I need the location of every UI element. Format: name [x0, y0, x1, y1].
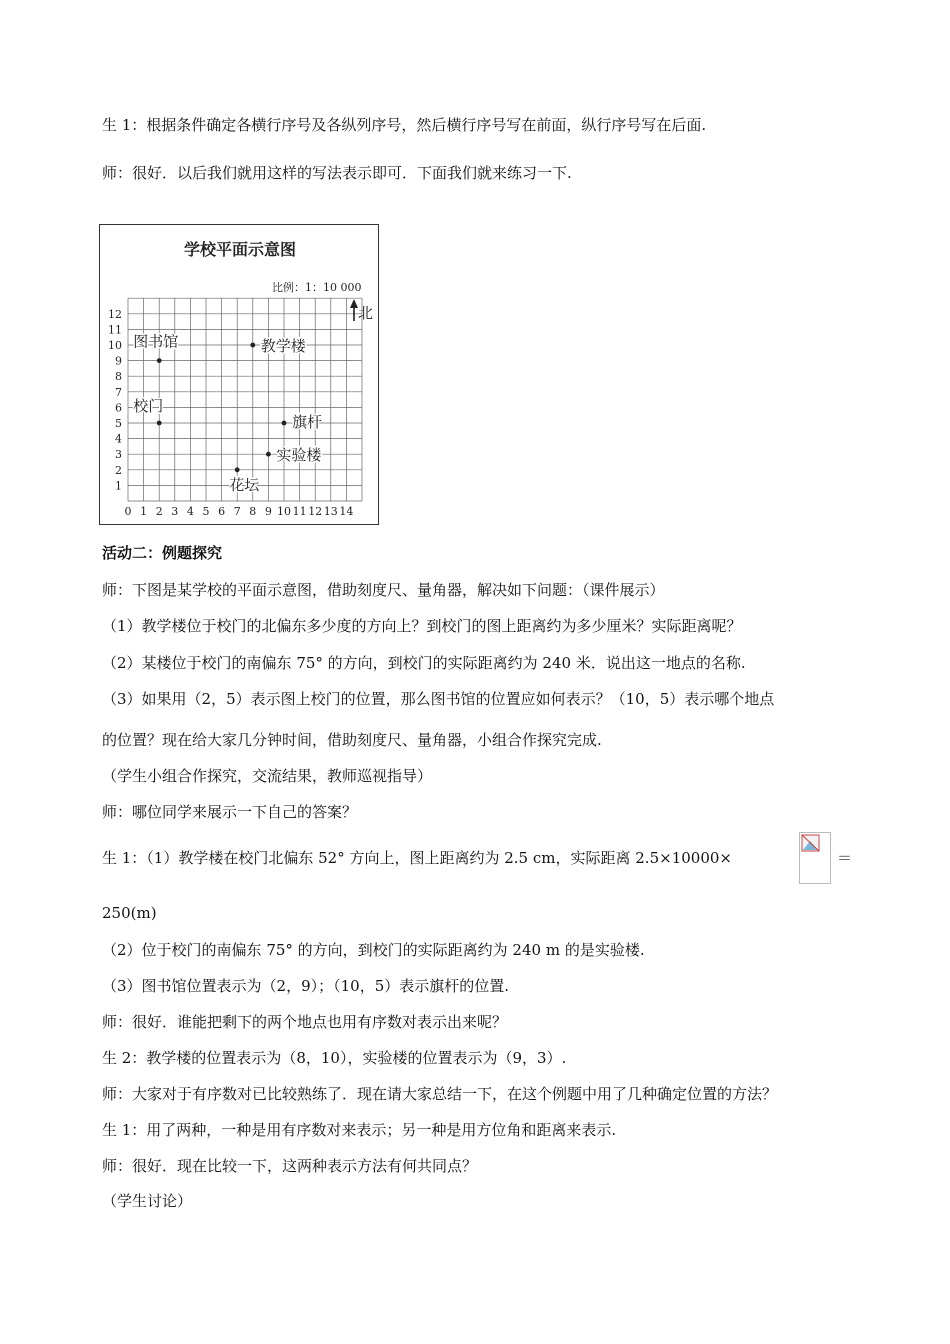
- answer-2: （2）位于校门的南偏东 75° 的方向，到校门的实际距离约为 240 m 的是实验楼.: [102, 941, 645, 959]
- paragraph-17: 师：大家对于有序数对已比较熟练了．现在请大家总结一下，在这个例题中用了几种确定位置的方法？: [102, 1085, 778, 1103]
- x-tick-label: 3: [171, 505, 179, 518]
- question-3-cont: 的位置？现在给大家几分钟时间，借助刻度尺、量角器，小组合作探究完成.: [102, 731, 602, 749]
- y-tick-label: 8: [115, 370, 122, 384]
- paragraph-15: 师：很好．谁能把剩下的两个地点也用有序数对表示出来呢？: [102, 1013, 508, 1031]
- north-label: 北: [358, 304, 374, 322]
- school-map-svg: [100, 225, 380, 526]
- place-label: 旗杆: [292, 413, 323, 431]
- y-tick-label: 4: [115, 432, 122, 446]
- y-tick-label: 2: [115, 463, 122, 477]
- x-tick-label: 9: [264, 505, 272, 518]
- x-tick-label: 0: [124, 505, 132, 518]
- paragraph-19: 师：很好．现在比较一下，这两种表示方法有何共同点？: [102, 1157, 478, 1175]
- x-tick-label: 5: [202, 505, 210, 518]
- y-tick-label: 11: [108, 323, 122, 337]
- x-tick-label: 13: [323, 505, 338, 518]
- place-point: [157, 358, 162, 363]
- map-title: 学校平面示意图: [183, 240, 297, 259]
- place-label: 图书馆: [133, 332, 179, 351]
- y-tick-label: 7: [115, 385, 122, 399]
- y-tick-label: 12: [108, 307, 122, 321]
- y-tick-label: 9: [115, 354, 122, 368]
- map-scale: 比例：1：10 000: [272, 281, 362, 294]
- place-label: 实验楼: [276, 446, 322, 465]
- x-tick-label: 7: [233, 505, 241, 518]
- place-point: [282, 421, 287, 426]
- paragraph-9: （学生小组合作探究，交流结果，教师巡视指导）: [102, 767, 433, 785]
- north-arrow-icon: [350, 299, 358, 321]
- x-tick-label: 4: [186, 505, 194, 518]
- question-3: （3）如果用（2，5）表示图上校门的位置，那么图书馆的位置应如何表示？（10，5）表示哪个地点: [102, 690, 775, 708]
- y-tick-label: 5: [115, 417, 122, 430]
- y-tick-label: 6: [115, 401, 122, 415]
- paragraph-1: 生 1：根据条件确定各横行序号及各纵列序号，然后横行序号写在前面，纵行序号写在后面.: [102, 116, 707, 134]
- answer-1: 生 1：（1）教学楼在校门北偏东 52° 方向上，图上距离约为 2.5 cm，实际距离 2.5×10000×: [102, 849, 732, 867]
- section-heading: 活动二：例题探究: [102, 544, 223, 562]
- paragraph-10: 师：哪位同学来展示一下自己的答案？: [102, 803, 358, 821]
- x-tick-label: 1: [140, 505, 148, 518]
- question-2: （2）某楼位于校门的南偏东 75° 的方向，到校门的实际距离约为 240 米．说出这一地点的名称.: [102, 654, 746, 672]
- place-label: 校门: [133, 397, 164, 415]
- paragraph-18: 生 1：用了两种，一种是用有序数对来表示；另一种是用方位角和距离来表示.: [102, 1121, 617, 1139]
- answer-3: （3）图书馆位置表示为（2，9）；（10，5）表示旗杆的位置.: [102, 977, 510, 995]
- x-tick-label: 8: [249, 505, 257, 518]
- x-tick-label: 11: [292, 505, 307, 518]
- x-tick-label: 10: [277, 505, 291, 518]
- place-point: [250, 343, 255, 348]
- x-tick-label: 12: [308, 505, 323, 518]
- place-label: 花坛: [229, 475, 260, 494]
- paragraph-2: 师：很好．以后我们就用这样的写法表示即可．下面我们就来练习一下.: [102, 164, 572, 182]
- y-tick-label: 3: [115, 448, 122, 462]
- paragraph-20: （学生讨论）: [102, 1192, 193, 1210]
- y-tick-label: 1: [115, 479, 122, 493]
- school-map: [99, 224, 379, 525]
- place-point: [235, 467, 240, 472]
- x-tick-label: 6: [218, 505, 226, 518]
- x-tick-label: 2: [155, 505, 163, 518]
- question-1: （1）教学楼位于校门的北偏东多少度的方向上？到校门的图上距离约为多少厘米？实际距离呢？: [102, 617, 742, 635]
- broken-image-icon: [799, 832, 831, 884]
- paragraph-4: 师：下图是某学校的平面示意图，借助刻度尺、量角器，解决如下问题：（课件展示）: [102, 581, 665, 599]
- place-label: 教学楼: [260, 337, 306, 355]
- place-point: [157, 421, 162, 426]
- paragraph-16: 生 2：教学楼的位置表示为（8，10），实验楼的位置表示为（9，3）.: [102, 1049, 567, 1067]
- place-point: [266, 452, 271, 457]
- equals-sign: ＝: [837, 849, 853, 867]
- y-tick-label: 10: [108, 339, 122, 352]
- x-tick-label: 14: [339, 505, 354, 518]
- answer-1-result: 250(m): [102, 904, 157, 922]
